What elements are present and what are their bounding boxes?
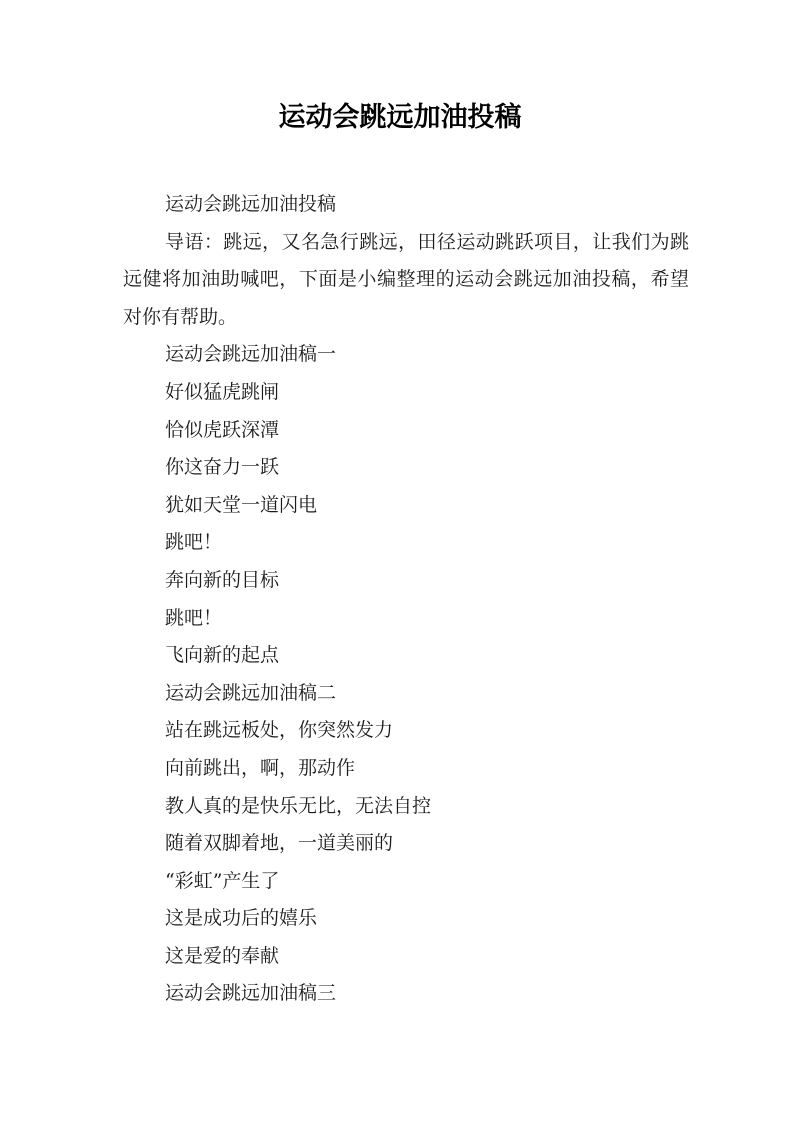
poem-line: 向前跳出，啊，那动作 <box>165 756 356 779</box>
poem-line: 站在跳远板处，你突然发力 <box>165 719 394 742</box>
poem-heading-3: 运动会跳远加油稿三 <box>165 982 337 1005</box>
document-subtitle: 运动会跳远加油投稿 <box>165 193 337 215</box>
poem-line: 跳吧！ <box>165 531 223 554</box>
poem-line: 恰似虎跃深潭 <box>165 418 280 441</box>
poem-line: 教人真的是快乐无比，无法自控 <box>165 794 432 817</box>
poem-line: 飞向新的起点 <box>165 644 280 667</box>
poem-line: “彩虹”产生了 <box>165 869 280 892</box>
poem-line: 你这奋力一跃 <box>165 456 280 479</box>
poem-line: 奔向新的目标 <box>165 568 280 591</box>
intro-paragraph: 导语：跳远，又名急行跳远，田径运动跳跃项目，让我们为跳远健将加油助喊吧，下面是小编整理的运动会跳远加油投稿，希望对你有帮助。 <box>123 230 689 328</box>
poem-line: 这是成功后的嬉乐 <box>165 907 318 930</box>
document-body <box>123 186 689 1013</box>
poem-line: 好似猛虎跳闸 <box>165 380 280 403</box>
poem-heading-1: 运动会跳远加油稿一 <box>165 343 337 366</box>
poem-line: 跳吧！ <box>165 606 223 629</box>
poem-line: 这是爱的奉献 <box>165 944 280 967</box>
document-title: 运动会跳远加油投稿 <box>278 102 522 133</box>
poem-heading-2: 运动会跳远加油稿二 <box>165 681 337 704</box>
poem-line: 犹如天堂一道闪电 <box>165 493 318 516</box>
poem-line: 随着双脚着地，一道美丽的 <box>165 832 394 855</box>
